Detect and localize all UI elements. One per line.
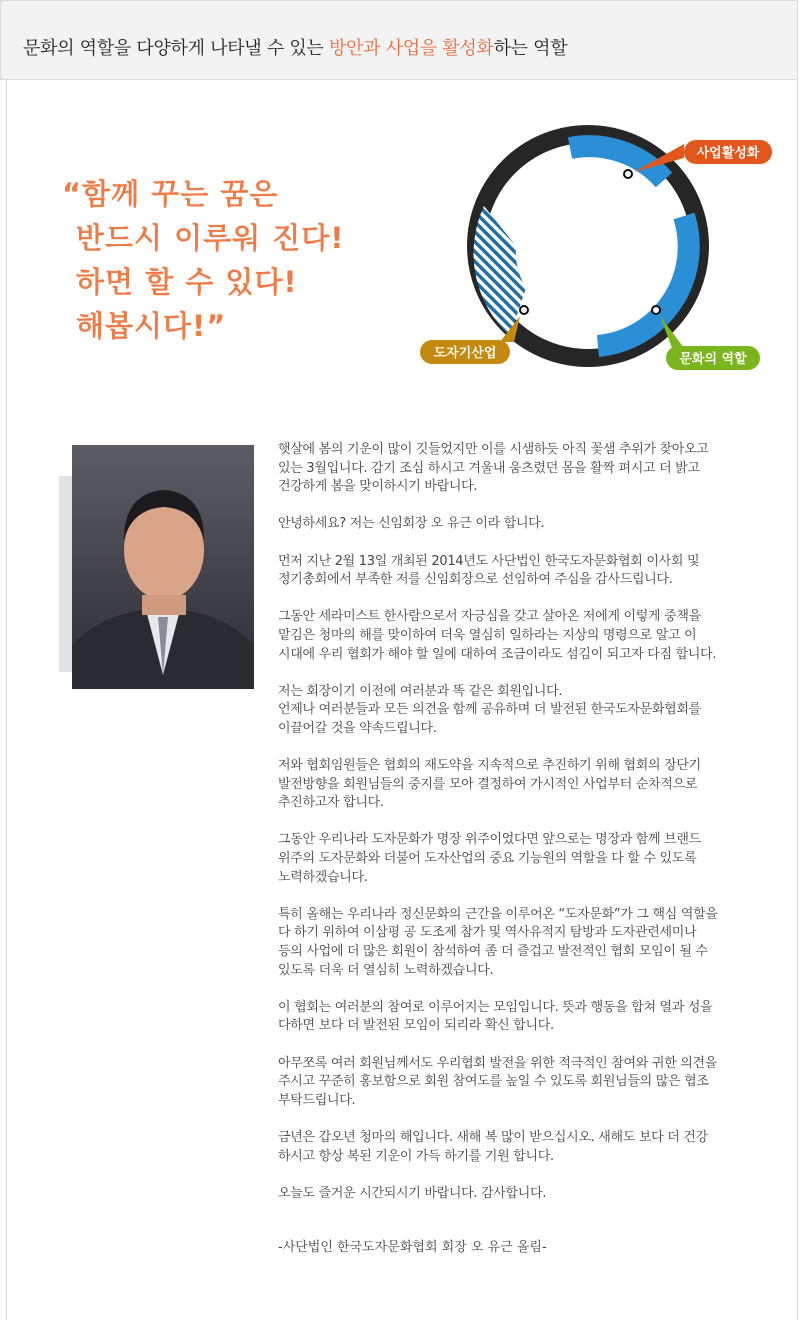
title-text: 문화의 역할을 다양하게 나타낼 수 있는 [23, 38, 329, 59]
letter-paragraph [278, 608, 770, 664]
title-text-end: 하는 역할 [493, 38, 568, 59]
letter-paragraph [278, 906, 770, 980]
letter-line: 안녕하세요? 저는 신임회장 오 유근 이라 합니다. [278, 516, 545, 532]
letter-line: 주시고 꾸준히 홍보함으로 회원 참여도를 높일 수 있도록 회원님들의 많은 협조 [278, 1074, 709, 1090]
letter-paragraph [278, 1055, 770, 1111]
letter-line: 그동안 우리나라 도자문화가 명장 위주이었다면 앞으로는 명장과 함께 브랜드 [278, 832, 701, 848]
letter-line: 부탁드립니다. [278, 1092, 356, 1108]
letter-line: 맡김은 청마의 해를 맞이하여 더욱 열심히 일하라는 지상의 명령으로 알고 이 [278, 627, 697, 643]
letter-line: 등의 사업에 더 많은 회원이 참석하여 좀 더 즐겁고 발전적인 협회 모임이 될 수 [278, 944, 708, 960]
letter-line: 다 하기 위하여 이삼평 공 도조제 참가 및 역사유적지 탐방과 도자관련세미나 [278, 925, 697, 941]
label-business: 사업활성화 [696, 146, 760, 161]
slogan-line-3: 하면 할 수 있다! [76, 265, 298, 299]
slogan-line-4: 해봅시다!” [76, 309, 227, 343]
letter-line: 특히 올해는 우리나라 정신문화의 근간을 이루어온 “도자문화”가 그 핵심 역할을 [278, 906, 718, 922]
letter-line: 건강하게 봄을 맞이하시기 바랍니다. [278, 479, 478, 495]
letter-line: 아무쪼록 여러 회원님께서도 우리협회 발전을 위한 적극적인 참여와 귀한 의견을 [278, 1055, 718, 1071]
letter-body [278, 441, 770, 1222]
letter-line: 발전방향을 회원님들의 중지를 모아 결정하여 가시적인 사업부터 순차적으로 [278, 776, 698, 792]
letter-paragraph [278, 515, 770, 534]
ring-text: WHATS KDOJA [590, 293, 645, 330]
slogan-line-1: “함께 꾸는 꿈은 [62, 177, 279, 211]
portrait-illustration [72, 445, 254, 689]
label-industry: 도자기산업 [433, 346, 497, 361]
letter-line: 노력하겠습니다. [278, 869, 368, 885]
letter-line: 위주의 도자문화와 더불어 도자산업의 중요 기능원의 역할을 다 할 수 있도록 [278, 851, 697, 867]
slogan-line-2: 반드시 이루워 진다! [76, 221, 345, 255]
letter-line: 먼저 지난 2월 13일 개최된 2014년도 사단법인 한국도자문화협회 이사회 및 [278, 553, 700, 569]
letter-paragraph [278, 757, 770, 813]
letter-line: 금년은 갑오년 청마의 해입니다. 새해 복 많이 받으십시오. 새해도 보다 더 건강 [278, 1129, 708, 1145]
marker-culture [652, 306, 660, 314]
letter-line: 정기총회에서 부족한 저를 신임회장으로 선임하여 주심을 감사드립니다. [278, 572, 673, 588]
role-diagram [418, 118, 778, 378]
letter-line: 저와 협회임원들은 협회의 재도약을 지속적으로 추진하기 위해 협회의 장단기 [278, 758, 701, 774]
letter-paragraph [278, 683, 770, 739]
letter-line: 그동안 세라미스트 한사람으로서 자긍심을 갖고 살아온 저에게 이렇게 중책을 [278, 609, 701, 625]
letter-paragraph [278, 1185, 770, 1204]
letter-paragraph [278, 553, 770, 590]
page-title [23, 34, 567, 60]
label-culture: 문화의 역할 [679, 352, 747, 367]
slogan-quote [62, 172, 345, 348]
letter-line: 햇살에 봄의 기운이 많이 깃들었지만 이를 시샘하듯 아직 꽃샘 추위가 찾아오고 [278, 442, 709, 457]
letter-paragraph [278, 1129, 770, 1166]
page-header [0, 0, 798, 80]
hatch-segment [474, 206, 526, 336]
letter-signature: -사단법인 한국도자문화협회 회장 오 유근 올림- [278, 1240, 547, 1255]
letter-line: 오늘도 즐거운 시간되시기 바랍니다. 감사합니다. [278, 1185, 547, 1201]
marker-industry [520, 306, 528, 314]
letter-line: 시대에 우리 협회가 해야 할 일에 대하여 조금이라도 섬김이 되고자 다짐 합니다. [278, 646, 717, 662]
letter-line: 이 협회는 여러분의 참여로 이루어지는 모임입니다. 뜻과 행동을 합쳐 열과 성을 [278, 999, 713, 1015]
letter-line: 언제나 여러분들과 모든 의견을 함께 공유하며 더 발전된 한국도자문화협회를 [278, 702, 701, 718]
letter-paragraph [278, 441, 770, 497]
letter-line: 있는 3월입니다. 감기 조심 하시고 겨울내 움츠렸던 몸을 활짝 펴시고 더 밝고 [278, 460, 700, 476]
letter-line: 이끌어갈 것을 약속드립니다. [278, 720, 437, 736]
letter-line: 저는 회장이기 이전에 여러분과 똑 같은 회원입니다. [278, 683, 563, 699]
letter-line: 하시고 항상 복된 기운이 가득 하기를 기원 합니다. [278, 1148, 554, 1164]
president-photo [72, 445, 254, 689]
letter-line: 추진하고자 합니다. [278, 795, 384, 811]
title-highlight: 방안과 사업을 활성화 [328, 38, 494, 59]
letter-line: 다하면 보다 더 발전된 모임이 되리라 확신 합니다. [278, 1018, 554, 1034]
letter-paragraph [278, 831, 770, 887]
letter-paragraph [278, 999, 770, 1036]
marker-business [624, 170, 632, 178]
letter-line: 있도록 더욱 더 열심히 노력하겠습니다. [278, 962, 494, 978]
